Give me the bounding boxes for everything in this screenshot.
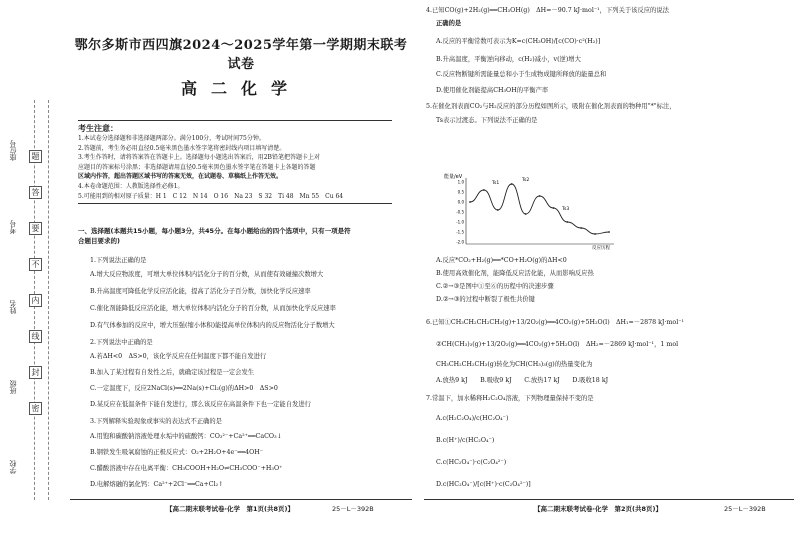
footer-code: 25－L－392B xyxy=(724,505,766,513)
energy-point xyxy=(553,207,555,209)
footer-code: 25－L－392B xyxy=(332,505,374,513)
y-tick-label: -1.5 xyxy=(456,229,464,235)
energy-point xyxy=(469,201,471,203)
y-tick-label: -0.5 xyxy=(456,209,464,215)
page-footer xyxy=(70,499,412,514)
y-tick-label: -2.0 xyxy=(456,239,464,245)
question: 6.已知①CH₃CH₂CH₂CH₃(g)+13/2O₂(g)══4CO₂(g)+5H₂O(l) ΔH₁=－2878 kJ·mol⁻¹ xyxy=(426,319,685,326)
footer-center: 【高二期末联考试卷·化学 第1页(共8页)】 xyxy=(166,505,294,513)
exam-number-label: 考号 xyxy=(9,220,17,234)
option: A.用饱和碳酸钠溶液处理水垢中的硫酸钙：CO₃²⁻+Ca²⁺══CaCO₃↓ xyxy=(90,433,282,440)
seal-char: 密 xyxy=(29,402,42,415)
seal-char: 要 xyxy=(29,222,42,235)
seal-char: 题 xyxy=(29,150,42,163)
chart-ylabel: 能量/eV xyxy=(444,174,463,180)
option: A.增大反应物浓度，可增大单位体积内活化分子的百分数，从而使有效碰撞次数增大 xyxy=(90,271,324,278)
y-tick-label: 0.5 xyxy=(457,189,464,195)
energy-profile-chart xyxy=(444,172,624,250)
section-heading xyxy=(78,226,398,246)
option: C.c(HC₂O₄⁻)·c(C₂O₄²⁻) xyxy=(436,459,507,466)
option: D.电解熔融的氯化钙：Ca²⁺+2Cl⁻══Ca+Cl₂↑ xyxy=(90,481,224,488)
seal-char: 线 xyxy=(29,330,42,343)
y-tick-label: 0.0 xyxy=(457,199,464,205)
option: B.c(H⁺)/c(HC₂O₄⁻) xyxy=(436,437,495,444)
energy-point xyxy=(608,231,610,233)
notice-line: 2.答题前，考生务必用直径0.5毫米黑色墨水签字笔将密封线内项目填写清楚。 xyxy=(78,144,286,152)
option: B.升高温度可降低化学反应活化能，提高了活化分子百分数，加快化学反应速率 xyxy=(90,288,311,295)
y-tick-label: -1.0 xyxy=(456,219,464,225)
seal-char: 答 xyxy=(29,186,42,199)
option: C.反应物断键所需能量总和小于生成物成键所释放的能量总和 xyxy=(436,71,607,78)
option: D.有气体参加的反应中，增大压强(缩小体积)能提高单位体积内的反应物活化分子数增大 xyxy=(90,322,335,329)
option: A.若ΔH<0 ΔS>0，该化学反应在任何温度下都不能自发进行 xyxy=(90,353,267,360)
question: 4.已知CO(g)+2H₂(g)══CH₃OH(g) ΔH=－90.7 kJ·mol⁻¹，下列关于该反应的说法 xyxy=(426,7,669,14)
notice-box xyxy=(78,120,392,204)
right-page xyxy=(418,0,800,540)
question: 3.下列解释实验现象或事实的表达式不正确的是 xyxy=(90,418,222,425)
binding-margin xyxy=(0,0,58,540)
class-label: 班级 xyxy=(9,380,17,394)
option: D.②→③的过程中断裂了极性共价键 xyxy=(436,296,535,303)
option: A.反应*CO₂+H₂(g)══*CO+H₂O(g)的ΔH<0 xyxy=(436,257,567,264)
option: C.醋酸溶液中存在电离平衡：CH₃COOH+H₂O⇌CH₃COO⁻+H₃O⁺ xyxy=(90,465,283,472)
question-cont: ②CH(CH₃)₃(g)+13/2O₂(g)══4CO₂(g)+5H₂O(l) ΔH₂=－2869 kJ·mol⁻¹，1 mol xyxy=(436,341,679,348)
option: D.c(HC₂O₄⁻)/[c(H⁺)·c(C₂O₄²⁻)] xyxy=(436,481,531,488)
option: D.使用催化剂能提高CH₃OH的平衡产率 xyxy=(436,87,549,94)
name-label: 姓名 xyxy=(9,300,17,314)
option: B.钢铁发生吸氧腐蚀的正极反应式：O₂+2H₂O+4e⁻══4OH⁻ xyxy=(90,449,264,456)
option: D.某反应在低温条件下能自发进行，那么该反应在高温条件下也一定能自发进行 xyxy=(90,401,311,408)
question: 2.下列说法中正确的是 xyxy=(90,339,153,346)
option: B.升高温度，平衡逆向移动，c(H₂)减小，v(逆)增大 xyxy=(436,56,581,63)
seal-char: 不 xyxy=(29,258,42,271)
page-footer xyxy=(424,499,794,514)
energy-point xyxy=(483,189,485,191)
option: B.加入了某过程有自发性之后，就确定该过程是一定会发生 xyxy=(90,369,255,376)
energy-point xyxy=(566,221,568,223)
option: B.使用高效催化剂，能降低反应活化能，从而影响反应热 xyxy=(436,270,594,277)
school-label: 学校 xyxy=(9,460,17,474)
seal-char: 内 xyxy=(29,294,42,307)
subject-title: 高二化学 xyxy=(180,79,301,98)
question: 7.常温下，加水稀释H₂C₂O₄溶液，下列物理量保持不变的是 xyxy=(426,395,594,402)
notice-line: 4.本卷命题范围：人教版选择性必修1。 xyxy=(78,182,184,190)
notice-heading: 考生注意： xyxy=(78,124,118,133)
energy-point xyxy=(539,195,541,197)
chart-xlabel: 反应历程 xyxy=(592,246,610,250)
question: 5.在催化剂表面CO₂与H₂反应的部分历程如图所示，吸附在催化剂表面的物种用"*"标注， xyxy=(426,103,676,110)
ts-label: Ts1 xyxy=(492,181,500,186)
ts-label: Ts3 xyxy=(562,207,570,212)
question-cont: CH₃CH₂CH₂CH₃(g)转化为CH(CH₃)₃(g)的热量变化为 xyxy=(436,361,593,368)
energy-point xyxy=(525,213,527,215)
question-cont: Ts表示过渡态。下列说法不正确的是 xyxy=(436,117,538,124)
question-cont: 正确的是 xyxy=(436,20,462,27)
energy-curve xyxy=(470,184,609,234)
energy-point xyxy=(580,227,582,229)
y-tick-label: 1.0 xyxy=(457,179,464,185)
option: C.②→③是图中①至⑥的历程中的决速步骤 xyxy=(436,283,554,290)
ts-label: Ts2 xyxy=(522,178,530,183)
option: A.c(H₂C₂O₄)/c(HC₂O₄⁻) xyxy=(436,415,509,422)
option: A.放热9 kJ B.吸收9 kJ C.放热17 kJ D.吸收18 kJ xyxy=(436,377,609,384)
seat-number-label: 座位号 xyxy=(9,140,17,161)
energy-point xyxy=(594,233,596,235)
notice-line: 5.可能用到的相对原子质量：H 1 C 12 N 14 O 16 Na 23 S 32 Ti 48 Mn 55 Cu 64 xyxy=(78,192,344,200)
notice-line: 应题目的答案标号涂黑；非选择题请用直径0.5毫米黑色墨水签字笔在答题卡上各题的答题 xyxy=(78,163,316,171)
option: C.一定温度下，反应2NaCl(s)══2Na(s)+Cl₂(g)的ΔH>0 ΔS>0 xyxy=(90,385,278,392)
energy-point xyxy=(511,183,513,185)
seal-char: 封 xyxy=(29,366,42,379)
seal-line-inner xyxy=(48,100,49,500)
left-content xyxy=(70,0,412,540)
option: C.催化剂能降低反应活化能，增大单位体积内活化分子的百分数，从而加快化学反应速率 xyxy=(90,305,336,312)
section-heading-line1: 一、选择题(本题共15小题，每小题3分，共45分。在每小题给出的四个选项中，只有一项是符 xyxy=(78,227,351,235)
section-heading-line2: 合题目要求的) xyxy=(78,237,120,245)
option: A.反应的平衡常数可表示为K=c(CH₃OH)/[c(CO)·c²(H₂)] xyxy=(436,38,601,45)
notice-line: 3.考生作答时，请将答案答在答题卡上。选择题每小题选出答案后，用2B铅笔把答题卡上对 xyxy=(78,154,320,162)
notice-line: 1.本试卷分选择题和非选择题两部分。满分100分，考试时间75分钟。 xyxy=(78,135,265,142)
energy-point xyxy=(497,209,499,211)
notice-line: 区域内作答，超出答题区域书写的答案无效，在试题卷、草稿纸上作答无效。 xyxy=(78,173,283,181)
footer-center: 【高二期末联考试卷·化学 第2页(共8页)】 xyxy=(534,505,662,513)
question: 1.下列说法正确的是 xyxy=(90,257,147,264)
exam-title: 鄂尔多斯市西四旗2024～2025学年第一学期期末联考试卷 xyxy=(74,38,408,72)
